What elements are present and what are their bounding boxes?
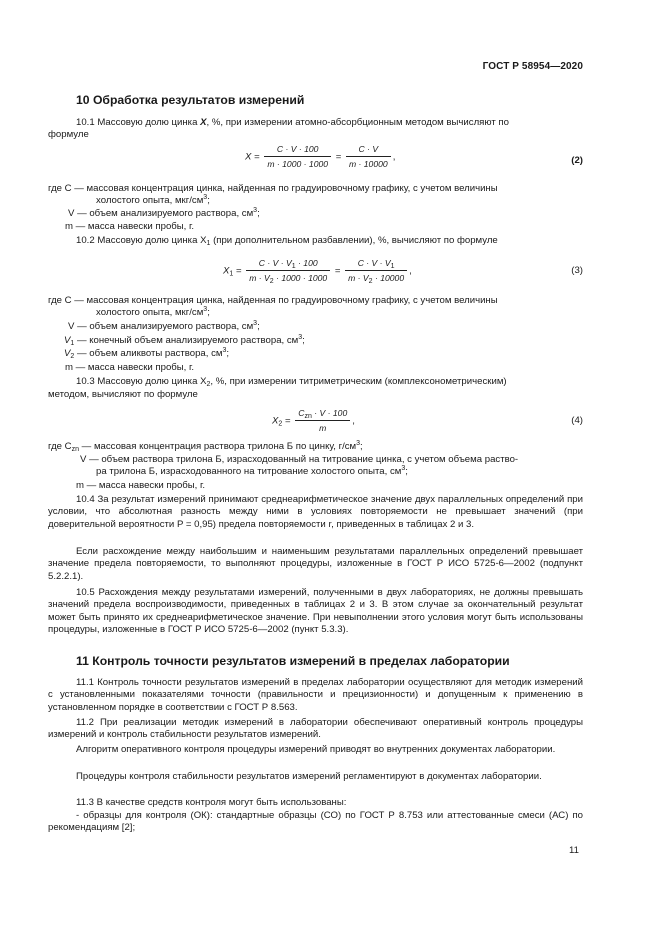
definition-V-3-cont: ра трилона Б, израсходованного на титрование холостого опыта, $см^3$; xyxy=(96,465,408,477)
section-10-title: 10 Обработка результатов измерений xyxy=(76,93,305,107)
definition-C-2: где C — массовая концентрация цинка, найденная по градуировочному графику, с учетом величины xyxy=(48,295,498,306)
definition-C-1-cont: холостого опыта, мкг/$см^3$; xyxy=(96,194,210,206)
para-11-1: 11.1 Контроль точности результатов измерений в пределах лаборатории осуществляют для методик измерений с установленными показателями точности (правильности и прецизионности) и допущенным к применению в установленном порядке в соответствии с ГОСТ Р 8.563. xyxy=(48,677,583,713)
equation-number-2: (2) xyxy=(571,155,583,166)
para-10-1-line2: формуле xyxy=(48,129,89,140)
definition-C-2-cont: холостого опыта, мкг/$см^3$; xyxy=(96,306,210,318)
page-number: 11 xyxy=(569,845,579,856)
definition-m-2: m — масса навески пробы, г. xyxy=(65,362,194,373)
para-10-3-line2: методом, вычисляют по формуле xyxy=(48,389,198,400)
para-10-2: 10.2 Массовую долю цинка $X_1$ (при дополнительном разбавлении), %, вычисляют по формуле xyxy=(76,235,498,247)
equation-number-4: (4) xyxy=(571,415,583,426)
para-10-1-line1: 10.1 Массовую долю цинка X, %, при измерении атомно-абсорбционным методом вычисляют по xyxy=(76,117,509,128)
formula-2: X = $\frac{C \cdot V \cdot 100}{m \cdot 1000 \cdot 1000}$ = $\frac{C \cdot V}{m \cdot 10000}$ , xyxy=(245,144,396,170)
equation-number-3: (3) xyxy=(571,265,583,276)
para-10-4-b: Если расхождение между наибольшим и наименьшим результатами параллельных определений превышает значение предела повторяемости, то выполняют процедуры, изложенные в ГОСТ Р ИСО 5725-6—2002 (подпункт 5.2.2.1). xyxy=(48,546,583,582)
definition-m-1: m — масса навески пробы, г. xyxy=(65,221,194,232)
definition-C-1: где C — массовая концентрация цинка, найденная по градуировочному графику, с учетом величины xyxy=(48,183,498,194)
para-10-4: 10.4 За результат измерений принимают среднеарифметическое значение двух параллельных определений при условии, что абсолютная разность между ними в условиях повторяемости не превышает значений (при доверительной вероятности P = 0,95) предела повторяемости r, приведенных в таблицах 2 и 3. xyxy=(48,494,583,530)
formula-3: $X_1$ = $\frac{C \cdot V \cdot V_1 \cdot 100}{m \cdot V_2 \cdot 1000 \cdot 1000}$ = $\frac{C \cdot V \cdot V_1}{m \cdot V_2 \cdot 10000}$ , xyxy=(223,258,412,286)
definition-V2: $V_2$ — объем аликвоты раствора, $см^3$; xyxy=(64,347,230,360)
para-11-2-b: Алгоритм оперативного контроля процедуры измерений приводят во внутренних документах лаборатории. xyxy=(76,744,556,755)
para-10-5: 10.5 Расхождения между результатами измерений, полученными в двух лабораториях, не должны превышать значений предела воспроизводимости, приведенных в таблицах 2 и 3. В этом случае за окончательный результат может быть принято их среднеарифметическое значение. При невыполнении этого условия могут быть использованы процедуры, изложенные в ГОСТ Р ИСО 5725-6—2002 (пункт 5.3.3). xyxy=(48,587,583,636)
definition-V-3: V — объем раствора трилона Б, израсходованный на титрование цинка, с учетом объема раство- xyxy=(80,454,519,465)
para-10-3-line1: 10.3 Массовую долю цинка $X_2$, %, при измерении титриметрическим (комплексонометрическим) xyxy=(76,376,507,388)
formula-4: $X_2$ = $\frac{C_{zn} \cdot V \cdot 100}{m}$ , xyxy=(272,408,355,434)
definition-V-1: V — объем анализируемого раствора, $см^3$; xyxy=(68,207,260,219)
definition-m-3: m — масса навески пробы, г. xyxy=(76,480,205,491)
para-11-2: 11.2 При реализации методик измерений в лаборатории обеспечивают оперативный контроль процедуры измерений и контроль стабильности результатов измерений. xyxy=(48,717,583,741)
para-11-2-c: Процедуры контроля стабильности результатов измерений регламентируют в документах лаборатории. xyxy=(76,771,542,782)
definition-Czn: где $C_{zn}$ — массовая концентрация раствора трилона Б по цинку, $г/см^3$; xyxy=(48,440,363,453)
document-id: ГОСТ Р 58954—2020 xyxy=(482,61,583,72)
definition-V1: $V_1$ — конечный объем анализируемого раствора, $см^3$; xyxy=(64,334,305,347)
para-11-3: 11.3 В качестве средств контроля могут быть использованы: xyxy=(76,797,347,808)
section-11-title: 11 Контроль точности результатов измерений в пределах лаборатории xyxy=(76,654,510,668)
para-11-3-a: - образцы для контроля (ОК): стандартные образцы (СО) по ГОСТ Р 8.753 или аттестованные смеси (АС) по рекомендациям [2]; xyxy=(48,810,583,834)
definition-V-2: V — объем анализируемого раствора, $см^3$; xyxy=(68,320,260,332)
